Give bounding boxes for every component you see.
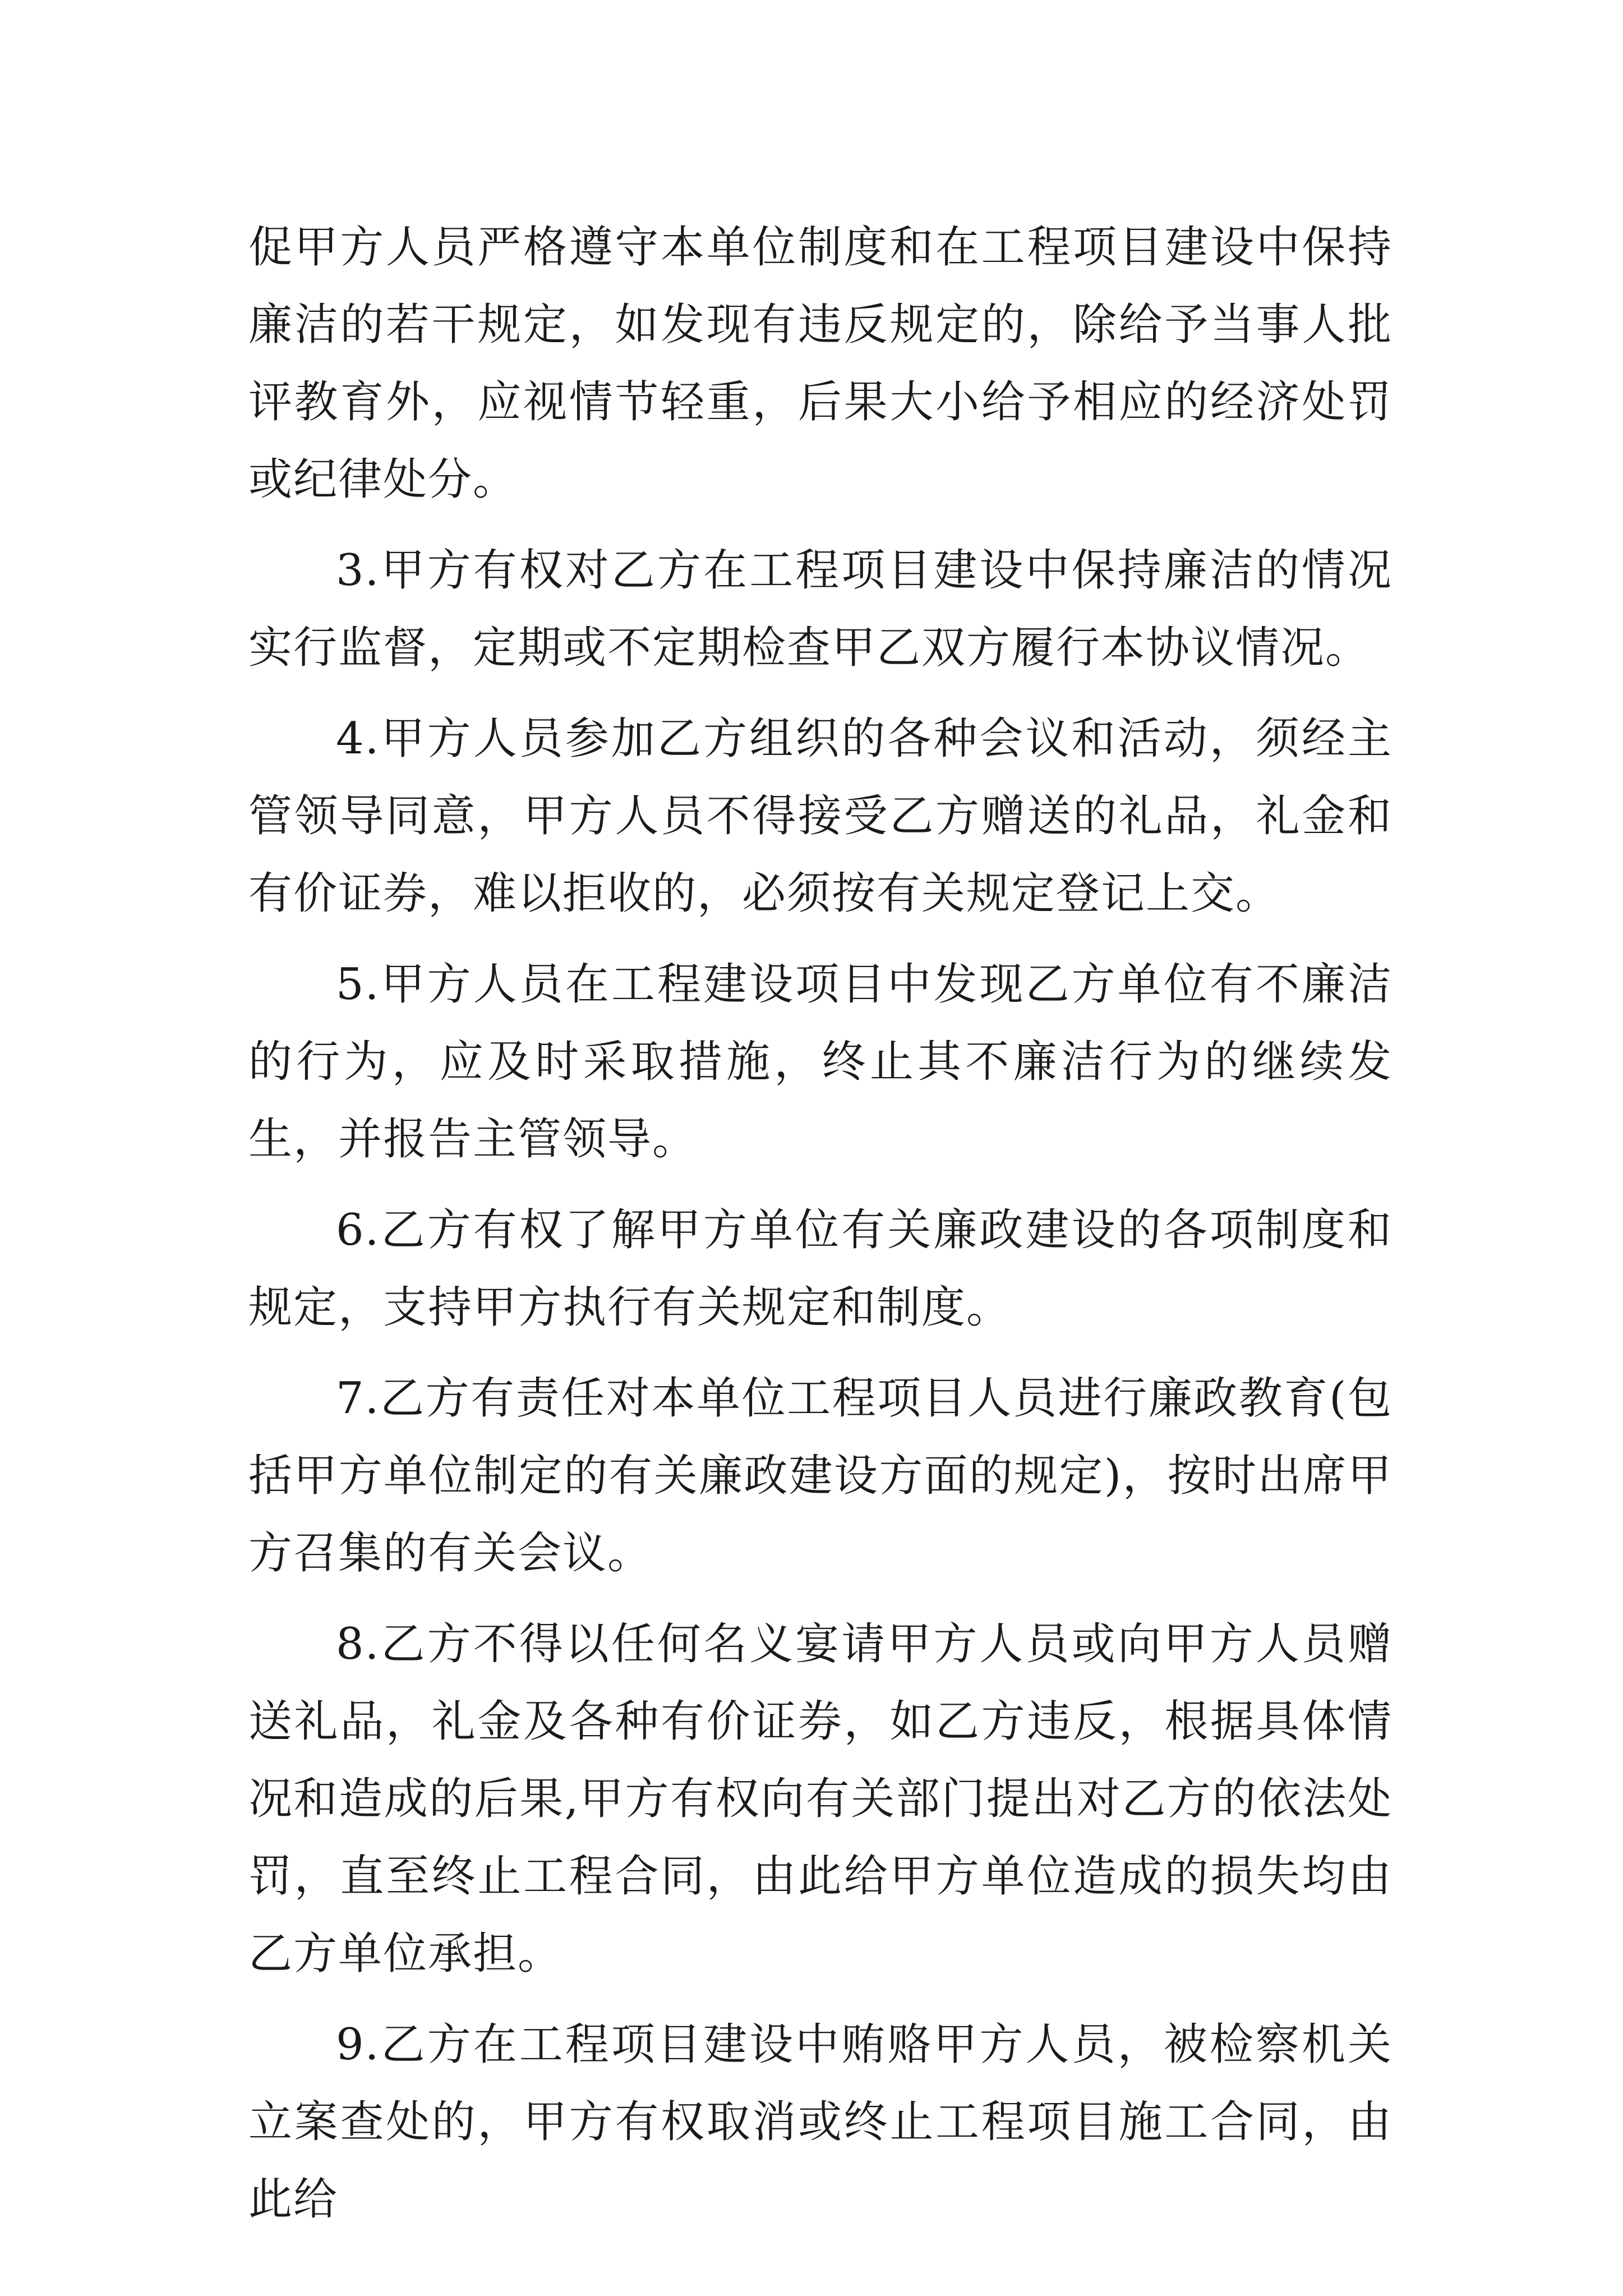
- document-body: [248, 209, 1393, 2252]
- paragraph-item-6: 6.乙方有权了解甲方单位有关廉政建设的各项制度和规定，支持甲方执行有关规定和制度。: [248, 1205, 1393, 1333]
- paragraph-item-8: 8.乙方不得以任何名义宴请甲方人员或向甲方人员赠送礼品，礼金及各种有价证券，如乙方违反，根据具体情况和造成的后果,甲方有权向有关部门提出对乙方的依法处罚，直至终止工程合同，由此给甲方单位造成的损失均由乙方单位承担。: [248, 1619, 1393, 1979]
- paragraph-item-9: 9.乙方在工程项目建设中贿赂甲方人员，被检察机关立案查处的，甲方有权取消或终止工程项目施工合同，由此给: [248, 2019, 1393, 2225]
- paragraph-item-7: 7.乙方有责任对本单位工程项目人员进行廉政教育(包括甲方单位制定的有关廉政建设方面的规定)，按时出席甲方召集的有关会议。: [248, 1373, 1393, 1579]
- paragraph-continuation: 促甲方人员严格遵守本单位制度和在工程项目建设中保持廉洁的若干规定，如发现有违反规定的，除给予当事人批评教育外，应视情节轻重，后果大小给予相应的经济处罚或纪律处分。: [248, 222, 1393, 505]
- paragraph-item-5: 5.甲方人员在工程建设项目中发现乙方单位有不廉洁的行为，应及时采取措施，终止其不廉洁行为的继续发生，并报告主管领导。: [248, 959, 1393, 1165]
- paragraph-item-4: 4.甲方人员参加乙方组织的各种会议和活动，须经主管领导同意，甲方人员不得接受乙方赠送的礼品，礼金和有价证券，难以拒收的，必须按有关规定登记上交。: [248, 714, 1393, 919]
- paragraph-item-3: 3.甲方有权对乙方在工程项目建设中保持廉洁的情况实行监督，定期或不定期检查甲乙双方履行本协议情况。: [248, 545, 1393, 673]
